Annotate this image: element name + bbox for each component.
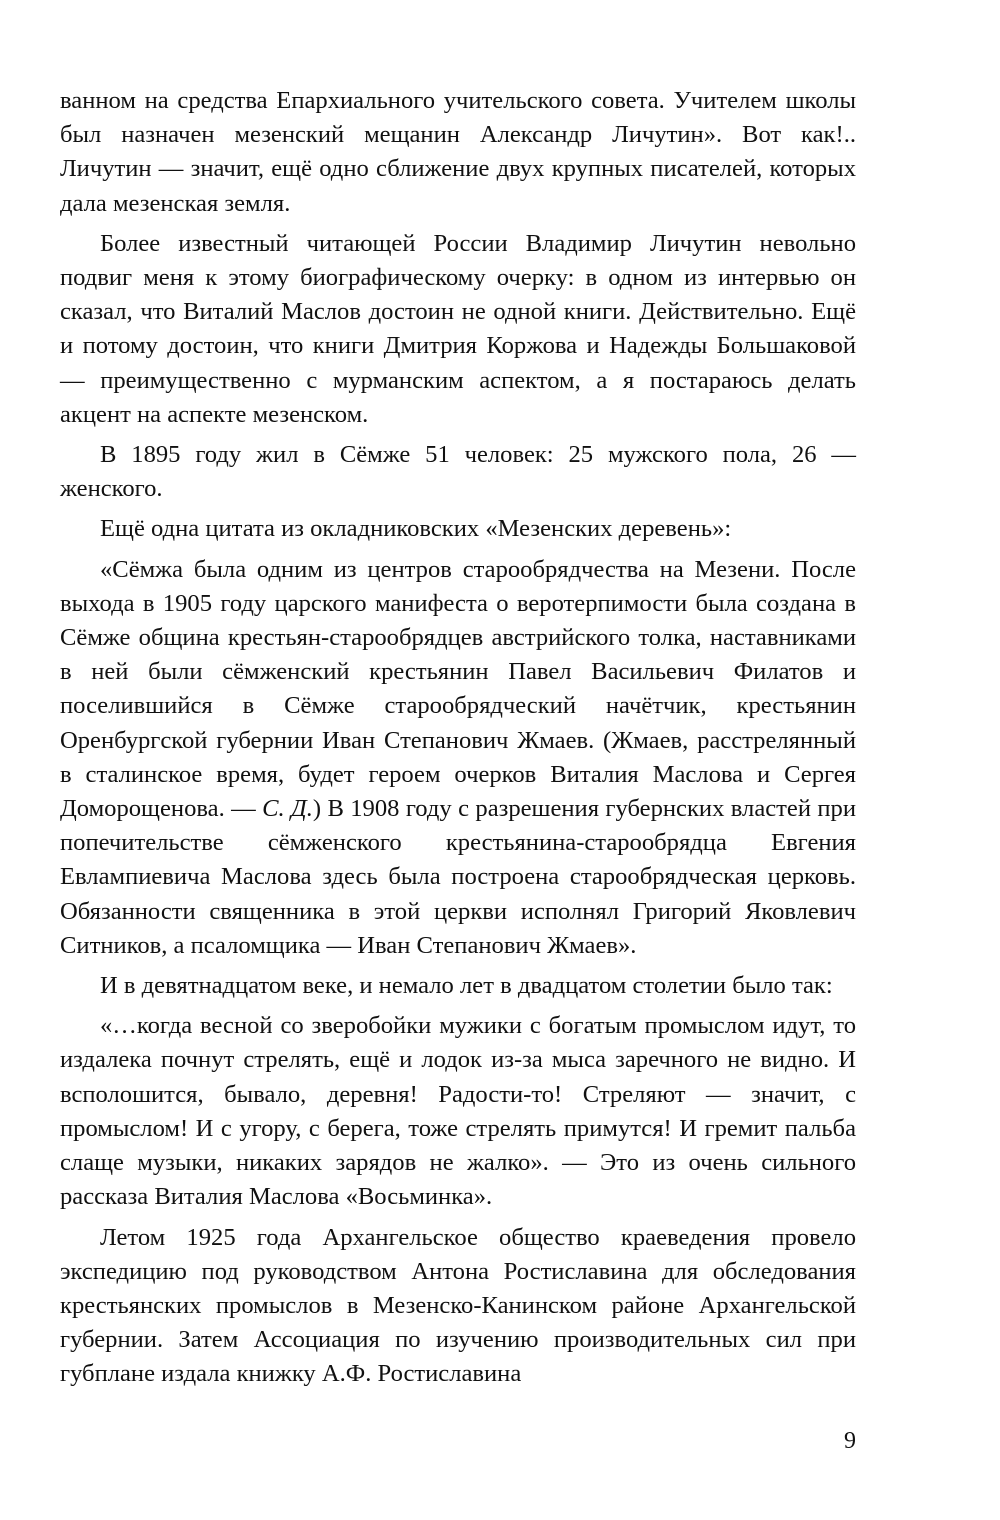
paragraph-7-quote: «…когда весной со зверобойки мужики с богатым промыслом идут, то издалека почнут стрелять, ещё и лодок из-за мыса заречного не видно. И всполошится, бывало, деревня! Радости-то! Стреляют — значит, с промыслом! И с угору, с берега, тоже стрелять примутся! И гремит пальба слаще музыки, никаких зарядов не жалко». — Это из очень сильного рассказа Виталия Маслова «Восьминка». xyxy=(60,1012,856,1211)
paragraph-4: Ещё одна цитата из окладниковских «Мезенских деревень»: xyxy=(100,515,732,543)
paragraph-1: ванном на средства Епархиального учительского совета. Учителем школы был назначен мезенский мещанин Александр Личутин». Вот как!.. Личутин — значит, ещё одно сближение двух крупных писателей, которых дала мезенская земля. xyxy=(60,87,856,217)
paragraph-5-quote xyxy=(60,553,856,963)
page-number: 9 xyxy=(844,1428,856,1454)
paragraph-8: Летом 1925 года Архангельское общество краеведения провело экспедицию под руководством Антона Ростиславина для обследования крестьянских промыслов в Мезенско-Канинском районе Архангельской губернии. Затем Ассоциация по изучению производительных сил при губплане издала книжку А.Ф. Ростиславина xyxy=(60,1223,856,1388)
initials-italic: С. Д. xyxy=(262,795,313,823)
paragraph-3: В 1895 году жил в Сёмже 51 человек: 25 мужского пола, 26 — женского. xyxy=(60,441,856,503)
quote-text-before: «Сёмжа была одним из центров старообрядчества на Мезени. После выхода в 1905 году царского манифеста о веротерпимости была создана в Сёмже община крестьян-старообрядцев австрийского толка, наставниками в ней были сёмженский крестьянин Павел Васильевич Филатов и поселившийся в Сёмже старообрядческий начётчик, крестьянин Оренбургской губернии Иван Степанович Жмаев. (Жмаев, расстрелянный в сталинское время, будет героем очерков Виталия Маслова и Сергея Доморощенова. — xyxy=(60,555,856,823)
quote-text-after: ) В 1908 году с разрешения губернских властей при попечительстве сёмженского крестьянина-старообрядца Евгения Евлампиевича Маслова здесь была построена старообрядческая церковь. Обязанности священника в этой церкви исполнял Григорий Яковлевич Ситников, а псаломщика — Иван Степанович Жмаев». xyxy=(60,795,856,959)
paragraph-2: Более известный читающей России Владимир Личутин невольно подвиг меня к этому биографическому очерку: в одном из интервью он сказал, что Виталий Маслов достоин не одной книги. Действительно. Ещё и потому достоин, что книги Дмитрия Коржова и Надежды Большаковой — преимущественно с мурманским аспектом, а я постараюсь делать акцент на аспекте мезенском. xyxy=(60,229,856,428)
paragraph-6: И в девятнадцатом веке, и немало лет в двадцатом столетии было так: xyxy=(100,972,833,1000)
body-text xyxy=(60,84,856,1398)
